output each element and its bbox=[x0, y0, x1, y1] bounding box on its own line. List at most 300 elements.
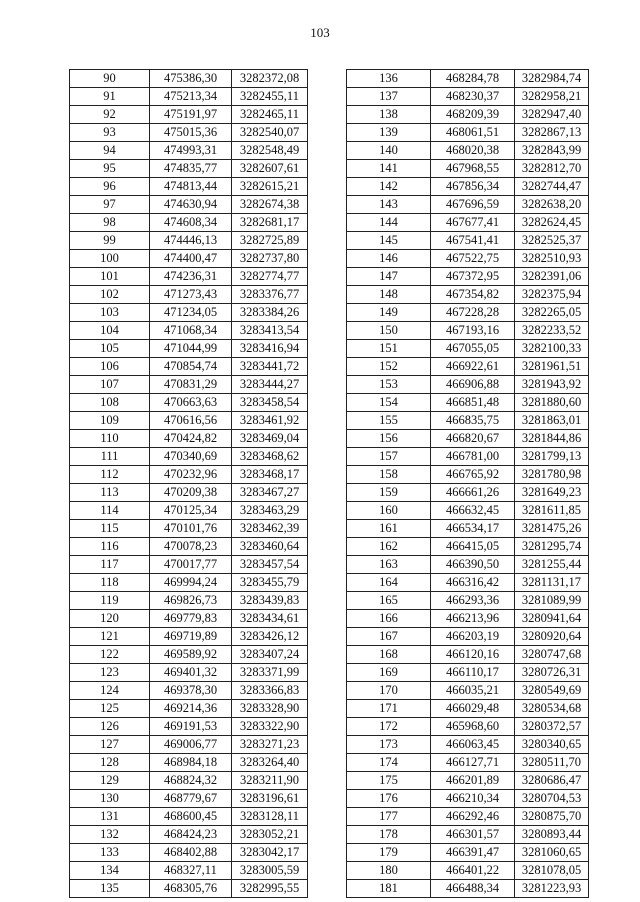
y-coordinate-cell: 3283413,54 bbox=[232, 322, 308, 340]
table-row bbox=[347, 484, 589, 502]
table-row bbox=[70, 628, 308, 646]
y-coordinate-cell: 3282465,11 bbox=[232, 106, 308, 124]
y-coordinate-cell: 3281943,92 bbox=[515, 376, 589, 394]
y-coordinate-cell: 3280726,31 bbox=[515, 664, 589, 682]
point-number-cell: 149 bbox=[347, 304, 431, 322]
y-coordinate-cell: 3281780,98 bbox=[515, 466, 589, 484]
x-coordinate-cell: 467055,05 bbox=[431, 340, 515, 358]
x-coordinate-cell: 471273,43 bbox=[150, 286, 232, 304]
table-row bbox=[347, 430, 589, 448]
table-row bbox=[70, 268, 308, 286]
table-row bbox=[70, 484, 308, 502]
table-row bbox=[347, 196, 589, 214]
point-number-cell: 165 bbox=[347, 592, 431, 610]
table-row bbox=[347, 880, 589, 898]
y-coordinate-cell: 3282372,08 bbox=[232, 70, 308, 88]
table-row bbox=[70, 700, 308, 718]
point-number-cell: 127 bbox=[70, 736, 150, 754]
point-number-cell: 99 bbox=[70, 232, 150, 250]
x-coordinate-cell: 466835,75 bbox=[431, 412, 515, 430]
x-coordinate-cell: 467856,34 bbox=[431, 178, 515, 196]
table-row bbox=[70, 178, 308, 196]
x-coordinate-cell: 468402,88 bbox=[150, 844, 232, 862]
x-coordinate-cell: 466203,19 bbox=[431, 628, 515, 646]
y-coordinate-cell: 3282607,61 bbox=[232, 160, 308, 178]
point-number-cell: 161 bbox=[347, 520, 431, 538]
point-number-cell: 123 bbox=[70, 664, 150, 682]
table-row bbox=[70, 286, 308, 304]
table-row bbox=[347, 376, 589, 394]
x-coordinate-cell: 469826,73 bbox=[150, 592, 232, 610]
table-row bbox=[70, 340, 308, 358]
x-coordinate-cell: 468824,32 bbox=[150, 772, 232, 790]
table-row bbox=[347, 70, 589, 88]
y-coordinate-cell: 3281649,23 bbox=[515, 484, 589, 502]
point-number-cell: 172 bbox=[347, 718, 431, 736]
x-coordinate-cell: 465968,60 bbox=[431, 718, 515, 736]
y-coordinate-cell: 3282455,11 bbox=[232, 88, 308, 106]
right-table-body bbox=[347, 70, 589, 898]
x-coordinate-cell: 469779,83 bbox=[150, 610, 232, 628]
table-row bbox=[70, 826, 308, 844]
y-coordinate-cell: 3283461,92 bbox=[232, 412, 308, 430]
y-coordinate-cell: 3283458,54 bbox=[232, 394, 308, 412]
x-coordinate-cell: 470831,29 bbox=[150, 376, 232, 394]
point-number-cell: 154 bbox=[347, 394, 431, 412]
y-coordinate-cell: 3283271,23 bbox=[232, 736, 308, 754]
point-number-cell: 111 bbox=[70, 448, 150, 466]
table-row bbox=[70, 520, 308, 538]
point-number-cell: 121 bbox=[70, 628, 150, 646]
y-coordinate-cell: 3283328,90 bbox=[232, 700, 308, 718]
table-row bbox=[70, 412, 308, 430]
table-row bbox=[70, 844, 308, 862]
x-coordinate-cell: 470017,77 bbox=[150, 556, 232, 574]
y-coordinate-cell: 3282843,99 bbox=[515, 142, 589, 160]
point-number-cell: 144 bbox=[347, 214, 431, 232]
x-coordinate-cell: 470424,82 bbox=[150, 430, 232, 448]
y-coordinate-cell: 3280340,65 bbox=[515, 736, 589, 754]
x-coordinate-cell: 474630,94 bbox=[150, 196, 232, 214]
y-coordinate-cell: 3282375,94 bbox=[515, 286, 589, 304]
x-coordinate-cell: 468984,18 bbox=[150, 754, 232, 772]
point-number-cell: 174 bbox=[347, 754, 431, 772]
table-row bbox=[70, 394, 308, 412]
point-number-cell: 171 bbox=[347, 700, 431, 718]
x-coordinate-cell: 470078,23 bbox=[150, 538, 232, 556]
y-coordinate-cell: 3282867,13 bbox=[515, 124, 589, 142]
point-number-cell: 140 bbox=[347, 142, 431, 160]
table-row bbox=[347, 556, 589, 574]
y-coordinate-cell: 3282995,55 bbox=[232, 880, 308, 898]
x-coordinate-cell: 471044,99 bbox=[150, 340, 232, 358]
x-coordinate-cell: 466201,89 bbox=[431, 772, 515, 790]
table-row bbox=[347, 754, 589, 772]
x-coordinate-cell: 470232,96 bbox=[150, 466, 232, 484]
point-number-cell: 151 bbox=[347, 340, 431, 358]
table-row bbox=[347, 214, 589, 232]
point-number-cell: 130 bbox=[70, 790, 150, 808]
table-row bbox=[347, 106, 589, 124]
table-row bbox=[70, 736, 308, 754]
y-coordinate-cell: 3282391,06 bbox=[515, 268, 589, 286]
x-coordinate-cell: 466210,34 bbox=[431, 790, 515, 808]
y-coordinate-cell: 3282812,70 bbox=[515, 160, 589, 178]
y-coordinate-cell: 3280920,64 bbox=[515, 628, 589, 646]
x-coordinate-cell: 470340,69 bbox=[150, 448, 232, 466]
point-number-cell: 104 bbox=[70, 322, 150, 340]
y-coordinate-cell: 3280686,47 bbox=[515, 772, 589, 790]
point-number-cell: 116 bbox=[70, 538, 150, 556]
table-row bbox=[347, 844, 589, 862]
table-row bbox=[347, 142, 589, 160]
x-coordinate-cell: 466401,22 bbox=[431, 862, 515, 880]
x-coordinate-cell: 471234,05 bbox=[150, 304, 232, 322]
y-coordinate-cell: 3282725,89 bbox=[232, 232, 308, 250]
y-coordinate-cell: 3282744,47 bbox=[515, 178, 589, 196]
point-number-cell: 106 bbox=[70, 358, 150, 376]
x-coordinate-cell: 466415,05 bbox=[431, 538, 515, 556]
table-row bbox=[70, 466, 308, 484]
y-coordinate-cell: 3283468,62 bbox=[232, 448, 308, 466]
point-number-cell: 178 bbox=[347, 826, 431, 844]
y-coordinate-cell: 3282510,93 bbox=[515, 250, 589, 268]
right-coordinates-table bbox=[346, 69, 589, 898]
table-row bbox=[347, 394, 589, 412]
x-coordinate-cell: 474608,34 bbox=[150, 214, 232, 232]
x-coordinate-cell: 466120,16 bbox=[431, 646, 515, 664]
point-number-cell: 160 bbox=[347, 502, 431, 520]
point-number-cell: 133 bbox=[70, 844, 150, 862]
x-coordinate-cell: 470663,63 bbox=[150, 394, 232, 412]
x-coordinate-cell: 466292,46 bbox=[431, 808, 515, 826]
x-coordinate-cell: 469589,92 bbox=[150, 646, 232, 664]
table-row bbox=[70, 880, 308, 898]
point-number-cell: 167 bbox=[347, 628, 431, 646]
table-row bbox=[70, 808, 308, 826]
x-coordinate-cell: 475015,36 bbox=[150, 124, 232, 142]
table-row bbox=[70, 574, 308, 592]
point-number-cell: 117 bbox=[70, 556, 150, 574]
x-coordinate-cell: 468327,11 bbox=[150, 862, 232, 880]
x-coordinate-cell: 470854,74 bbox=[150, 358, 232, 376]
point-number-cell: 157 bbox=[347, 448, 431, 466]
point-number-cell: 105 bbox=[70, 340, 150, 358]
table-row bbox=[347, 250, 589, 268]
x-coordinate-cell: 469994,24 bbox=[150, 574, 232, 592]
point-number-cell: 159 bbox=[347, 484, 431, 502]
point-number-cell: 153 bbox=[347, 376, 431, 394]
point-number-cell: 146 bbox=[347, 250, 431, 268]
table-row bbox=[70, 70, 308, 88]
point-number-cell: 93 bbox=[70, 124, 150, 142]
table-row bbox=[70, 250, 308, 268]
table-row bbox=[347, 358, 589, 376]
x-coordinate-cell: 475213,34 bbox=[150, 88, 232, 106]
page-number: 103 bbox=[310, 25, 330, 40]
point-number-cell: 132 bbox=[70, 826, 150, 844]
x-coordinate-cell: 466391,47 bbox=[431, 844, 515, 862]
table-row bbox=[70, 772, 308, 790]
y-coordinate-cell: 3283441,72 bbox=[232, 358, 308, 376]
x-coordinate-cell: 466851,48 bbox=[431, 394, 515, 412]
x-coordinate-cell: 466781,00 bbox=[431, 448, 515, 466]
y-coordinate-cell: 3282265,05 bbox=[515, 304, 589, 322]
table-row bbox=[347, 736, 589, 754]
y-coordinate-cell: 3283444,27 bbox=[232, 376, 308, 394]
x-coordinate-cell: 468779,67 bbox=[150, 790, 232, 808]
table-row bbox=[70, 430, 308, 448]
table-row bbox=[347, 178, 589, 196]
y-coordinate-cell: 3282624,45 bbox=[515, 214, 589, 232]
point-number-cell: 141 bbox=[347, 160, 431, 178]
x-coordinate-cell: 467541,41 bbox=[431, 232, 515, 250]
table-row bbox=[347, 88, 589, 106]
point-number-cell: 163 bbox=[347, 556, 431, 574]
y-coordinate-cell: 3282737,80 bbox=[232, 250, 308, 268]
table-row bbox=[70, 502, 308, 520]
x-coordinate-cell: 467522,75 bbox=[431, 250, 515, 268]
point-number-cell: 131 bbox=[70, 808, 150, 826]
x-coordinate-cell: 470101,76 bbox=[150, 520, 232, 538]
table-row bbox=[70, 592, 308, 610]
table-row bbox=[347, 232, 589, 250]
point-number-cell: 102 bbox=[70, 286, 150, 304]
point-number-cell: 129 bbox=[70, 772, 150, 790]
point-number-cell: 169 bbox=[347, 664, 431, 682]
point-number-cell: 136 bbox=[347, 70, 431, 88]
point-number-cell: 168 bbox=[347, 646, 431, 664]
table-row bbox=[70, 304, 308, 322]
x-coordinate-cell: 466632,45 bbox=[431, 502, 515, 520]
point-number-cell: 119 bbox=[70, 592, 150, 610]
table-row bbox=[347, 592, 589, 610]
x-coordinate-cell: 467968,55 bbox=[431, 160, 515, 178]
y-coordinate-cell: 3283366,83 bbox=[232, 682, 308, 700]
table-row bbox=[347, 574, 589, 592]
y-coordinate-cell: 3280893,44 bbox=[515, 826, 589, 844]
point-number-cell: 150 bbox=[347, 322, 431, 340]
point-number-cell: 100 bbox=[70, 250, 150, 268]
point-number-cell: 103 bbox=[70, 304, 150, 322]
point-number-cell: 173 bbox=[347, 736, 431, 754]
x-coordinate-cell: 466213,96 bbox=[431, 610, 515, 628]
point-number-cell: 177 bbox=[347, 808, 431, 826]
y-coordinate-cell: 3280941,64 bbox=[515, 610, 589, 628]
y-coordinate-cell: 3282540,07 bbox=[232, 124, 308, 142]
y-coordinate-cell: 3283376,77 bbox=[232, 286, 308, 304]
x-coordinate-cell: 468600,45 bbox=[150, 808, 232, 826]
y-coordinate-cell: 3281844,86 bbox=[515, 430, 589, 448]
y-coordinate-cell: 3283322,90 bbox=[232, 718, 308, 736]
point-number-cell: 113 bbox=[70, 484, 150, 502]
table-row bbox=[347, 412, 589, 430]
x-coordinate-cell: 469719,89 bbox=[150, 628, 232, 646]
point-number-cell: 110 bbox=[70, 430, 150, 448]
point-number-cell: 148 bbox=[347, 286, 431, 304]
y-coordinate-cell: 3281131,17 bbox=[515, 574, 589, 592]
table-row bbox=[70, 376, 308, 394]
x-coordinate-cell: 466534,17 bbox=[431, 520, 515, 538]
y-coordinate-cell: 3281295,74 bbox=[515, 538, 589, 556]
x-coordinate-cell: 469214,36 bbox=[150, 700, 232, 718]
y-coordinate-cell: 3283384,26 bbox=[232, 304, 308, 322]
table-row bbox=[347, 124, 589, 142]
table-row bbox=[347, 682, 589, 700]
point-number-cell: 180 bbox=[347, 862, 431, 880]
point-number-cell: 92 bbox=[70, 106, 150, 124]
y-coordinate-cell: 3283128,11 bbox=[232, 808, 308, 826]
table-row bbox=[347, 340, 589, 358]
y-coordinate-cell: 3281863,01 bbox=[515, 412, 589, 430]
table-row bbox=[70, 754, 308, 772]
x-coordinate-cell: 467696,59 bbox=[431, 196, 515, 214]
y-coordinate-cell: 3283416,94 bbox=[232, 340, 308, 358]
table-row bbox=[347, 628, 589, 646]
y-coordinate-cell: 3281475,26 bbox=[515, 520, 589, 538]
y-coordinate-cell: 3282233,52 bbox=[515, 322, 589, 340]
y-coordinate-cell: 3283426,12 bbox=[232, 628, 308, 646]
y-coordinate-cell: 3281961,51 bbox=[515, 358, 589, 376]
table-row bbox=[70, 538, 308, 556]
y-coordinate-cell: 3280747,68 bbox=[515, 646, 589, 664]
point-number-cell: 155 bbox=[347, 412, 431, 430]
table-row bbox=[70, 682, 308, 700]
point-number-cell: 142 bbox=[347, 178, 431, 196]
point-number-cell: 96 bbox=[70, 178, 150, 196]
y-coordinate-cell: 3282681,17 bbox=[232, 214, 308, 232]
y-coordinate-cell: 3283467,27 bbox=[232, 484, 308, 502]
table-row bbox=[70, 790, 308, 808]
point-number-cell: 147 bbox=[347, 268, 431, 286]
point-number-cell: 166 bbox=[347, 610, 431, 628]
y-coordinate-cell: 3282100,33 bbox=[515, 340, 589, 358]
point-number-cell: 156 bbox=[347, 430, 431, 448]
x-coordinate-cell: 469401,32 bbox=[150, 664, 232, 682]
point-number-cell: 109 bbox=[70, 412, 150, 430]
x-coordinate-cell: 467677,41 bbox=[431, 214, 515, 232]
x-coordinate-cell: 468305,76 bbox=[150, 880, 232, 898]
point-number-cell: 94 bbox=[70, 142, 150, 160]
table-row bbox=[70, 556, 308, 574]
table-row bbox=[70, 88, 308, 106]
y-coordinate-cell: 3283460,64 bbox=[232, 538, 308, 556]
point-number-cell: 126 bbox=[70, 718, 150, 736]
table-row bbox=[347, 538, 589, 556]
y-coordinate-cell: 3283407,24 bbox=[232, 646, 308, 664]
x-coordinate-cell: 466293,36 bbox=[431, 592, 515, 610]
x-coordinate-cell: 470209,38 bbox=[150, 484, 232, 502]
x-coordinate-cell: 466488,34 bbox=[431, 880, 515, 898]
x-coordinate-cell: 470616,56 bbox=[150, 412, 232, 430]
y-coordinate-cell: 3280549,69 bbox=[515, 682, 589, 700]
table-row bbox=[347, 826, 589, 844]
table-row bbox=[70, 664, 308, 682]
table-row bbox=[70, 196, 308, 214]
point-number-cell: 143 bbox=[347, 196, 431, 214]
point-number-cell: 137 bbox=[347, 88, 431, 106]
y-coordinate-cell: 3281611,85 bbox=[515, 502, 589, 520]
x-coordinate-cell: 467228,28 bbox=[431, 304, 515, 322]
y-coordinate-cell: 3282984,74 bbox=[515, 70, 589, 88]
table-row bbox=[70, 862, 308, 880]
point-number-cell: 162 bbox=[347, 538, 431, 556]
x-coordinate-cell: 466035,21 bbox=[431, 682, 515, 700]
point-number-cell: 176 bbox=[347, 790, 431, 808]
point-number-cell: 120 bbox=[70, 610, 150, 628]
point-number-cell: 90 bbox=[70, 70, 150, 88]
x-coordinate-cell: 466661,26 bbox=[431, 484, 515, 502]
y-coordinate-cell: 3283371,99 bbox=[232, 664, 308, 682]
x-coordinate-cell: 468424,23 bbox=[150, 826, 232, 844]
y-coordinate-cell: 3283463,29 bbox=[232, 502, 308, 520]
x-coordinate-cell: 466063,45 bbox=[431, 736, 515, 754]
point-number-cell: 95 bbox=[70, 160, 150, 178]
y-coordinate-cell: 3280875,70 bbox=[515, 808, 589, 826]
table-row bbox=[347, 610, 589, 628]
table-row bbox=[347, 772, 589, 790]
y-coordinate-cell: 3281089,99 bbox=[515, 592, 589, 610]
point-number-cell: 112 bbox=[70, 466, 150, 484]
y-coordinate-cell: 3283196,61 bbox=[232, 790, 308, 808]
point-number-cell: 101 bbox=[70, 268, 150, 286]
point-number-cell: 139 bbox=[347, 124, 431, 142]
x-coordinate-cell: 468284,78 bbox=[431, 70, 515, 88]
point-number-cell: 134 bbox=[70, 862, 150, 880]
table-row bbox=[70, 124, 308, 142]
y-coordinate-cell: 3281880,60 bbox=[515, 394, 589, 412]
point-number-cell: 152 bbox=[347, 358, 431, 376]
y-coordinate-cell: 3283211,90 bbox=[232, 772, 308, 790]
y-coordinate-cell: 3283264,40 bbox=[232, 754, 308, 772]
x-coordinate-cell: 466029,48 bbox=[431, 700, 515, 718]
point-number-cell: 118 bbox=[70, 574, 150, 592]
table-row bbox=[347, 718, 589, 736]
table-row bbox=[70, 448, 308, 466]
table-row bbox=[347, 862, 589, 880]
y-coordinate-cell: 3280704,53 bbox=[515, 790, 589, 808]
x-coordinate-cell: 466906,88 bbox=[431, 376, 515, 394]
table-row bbox=[347, 322, 589, 340]
table-row bbox=[347, 520, 589, 538]
table-row bbox=[347, 448, 589, 466]
table-row bbox=[70, 106, 308, 124]
x-coordinate-cell: 475191,97 bbox=[150, 106, 232, 124]
point-number-cell: 158 bbox=[347, 466, 431, 484]
point-number-cell: 97 bbox=[70, 196, 150, 214]
y-coordinate-cell: 3282774,77 bbox=[232, 268, 308, 286]
x-coordinate-cell: 469191,53 bbox=[150, 718, 232, 736]
table-row bbox=[347, 808, 589, 826]
x-coordinate-cell: 474993,31 bbox=[150, 142, 232, 160]
x-coordinate-cell: 469006,77 bbox=[150, 736, 232, 754]
point-number-cell: 181 bbox=[347, 880, 431, 898]
y-coordinate-cell: 3283455,79 bbox=[232, 574, 308, 592]
point-number-cell: 124 bbox=[70, 682, 150, 700]
table-row bbox=[70, 232, 308, 250]
y-coordinate-cell: 3283042,17 bbox=[232, 844, 308, 862]
x-coordinate-cell: 470125,34 bbox=[150, 502, 232, 520]
x-coordinate-cell: 474813,44 bbox=[150, 178, 232, 196]
table-row bbox=[347, 268, 589, 286]
x-coordinate-cell: 468209,39 bbox=[431, 106, 515, 124]
point-number-cell: 91 bbox=[70, 88, 150, 106]
x-coordinate-cell: 468061,51 bbox=[431, 124, 515, 142]
x-coordinate-cell: 466301,57 bbox=[431, 826, 515, 844]
x-coordinate-cell: 475386,30 bbox=[150, 70, 232, 88]
table-row bbox=[347, 664, 589, 682]
x-coordinate-cell: 469378,30 bbox=[150, 682, 232, 700]
